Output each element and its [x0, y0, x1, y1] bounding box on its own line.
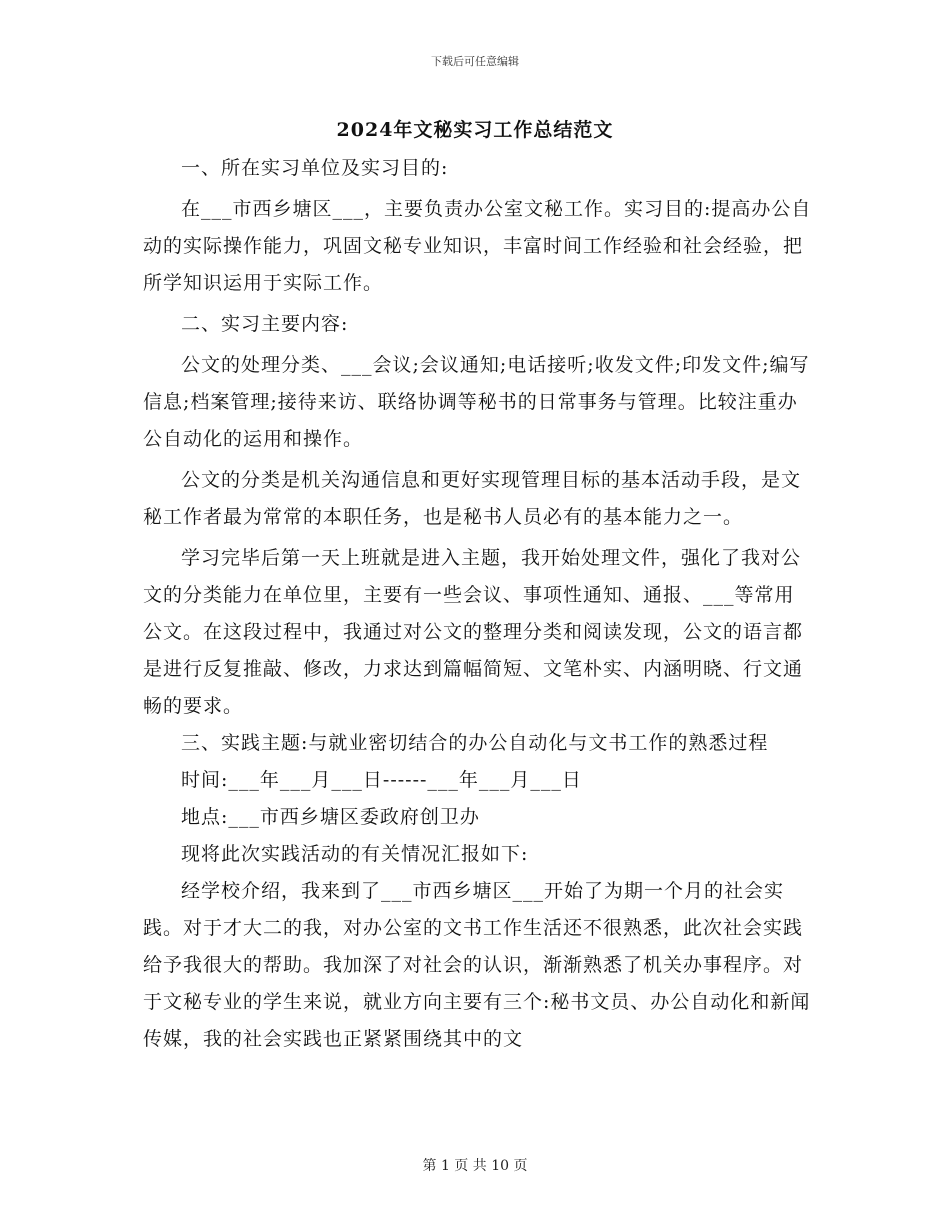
- paragraph-section-3-heading: 三、实践主题:与就业密切结合的办公自动化与文书工作的熟悉过程: [181, 732, 769, 754]
- paragraph-internship-purpose: 在___市西乡塘区___，主要负责办公室文秘工作。实习目的:提高办公自动的实际操作能力，巩固文秘专业知识，丰富时间工作经验和社会经验，把所学知识运用于实际工作。: [143, 198, 812, 294]
- document-body: [143, 150, 813, 1058]
- paragraph-report-intro: 现将此次实践活动的有关情况汇报如下:: [181, 843, 529, 865]
- paragraph-time: 时间:___年___月___日------___年___月___日: [181, 769, 582, 791]
- paragraph-first-day: 学习完毕后第一天上班就是进入主题，我开始处理文件，强化了我对公文的分类能力在单位里，主要有一些会议、事项性通知、通报、___等常用公文。在这段过程中，我通过对公文的整理分类和阅读发现，公文的语言都是进行反复推敲、修改，力求达到篇幅简短、文笔朴实、内涵明晓、行文通畅的要求。: [143, 547, 804, 717]
- document-title: 2024年文秘实习工作总结范文: [336, 119, 614, 141]
- paragraph-document-classification: 公文的分类是机关沟通信息和更好实现管理目标的基本活动手段，是文秘工作者最为常常的本职任务，也是秘书人员必有的基本能力之一。: [143, 469, 802, 528]
- page-header-note: 下载后可任意编辑: [431, 55, 519, 68]
- paragraph-section-1-heading: 一、所在实习单位及实习目的:: [181, 157, 449, 179]
- paragraph-main-content: 公文的处理分类、___会议;会议通知;电话接听;收发文件;印发文件;编写信息;档案管理;接待来访、联络协调等秘书的日常事务与管理。比较注重办公自动化的运用和操作。: [143, 354, 810, 450]
- paragraph-section-2-heading: 二、实习主要内容:: [181, 313, 349, 335]
- paragraph-location: 地点:___市西乡塘区委政府创卫办: [181, 806, 480, 828]
- paragraph-practice-description: 经学校介绍，我来到了___市西乡塘区___开始了为期一个月的社会实践。对于才大二的我，对办公室的文书工作生活还不很熟悉，此次社会实践给予我很大的帮助。我加深了对社会的认识，渐渐熟悉了机关办事程序。对于文秘专业的学生来说，就业方向主要有三个:秘书文员、办公自动化和新闻传媒，我的社会实践也正紧紧围绕其中的文: [143, 880, 811, 1050]
- page-footer-page-number: 第 1 页 共 10 页: [422, 1158, 528, 1174]
